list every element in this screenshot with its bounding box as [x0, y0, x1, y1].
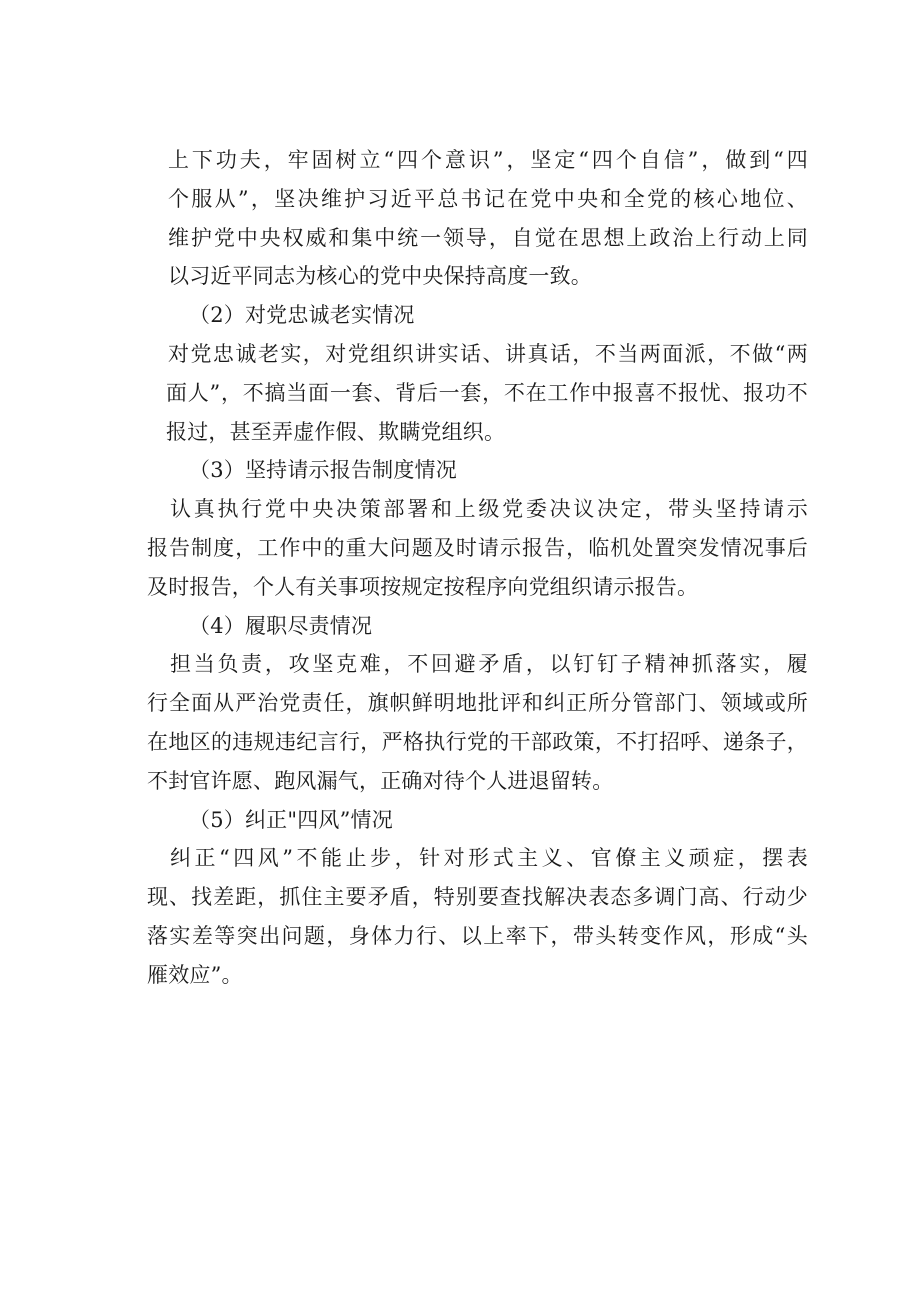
paragraph-body-4 — [147, 645, 808, 800]
paragraph-body-2 — [168, 335, 808, 451]
text-line: 现、找差距，抓住主要矛盾，特别要查找解决表态多调门高、行动少 — [147, 885, 808, 910]
text-line: 个服从”，坚决维护习近平总书记在党中央和全党的核心地位、 — [168, 186, 808, 211]
document-body — [147, 141, 808, 995]
text-line: 不封官许愿、跑风漏气，正确对待个人进退留转。 — [147, 768, 614, 793]
text-line: 报告制度，工作中的重大问题及时请示报告，临机处置突发情况事后 — [147, 535, 808, 560]
text-line: 上下功夫，牢固树立“四个意识”，坚定“四个自信”，做到“四 — [168, 148, 808, 172]
text-line: 在地区的违规违纪言行，严格执行党的干部政策，不打招呼、递条子， — [147, 729, 808, 754]
text-line: 报过，甚至弄虚作假、欺瞒党组织。 — [166, 419, 506, 444]
text-line: 担当负责，攻坚克难，不回避矛盾，以钉钉子精神抓落实，履 — [170, 652, 808, 677]
text-line: 落实差等突出问题，身体力行、以上率下，带头转变作风，形成“头 — [147, 923, 808, 948]
text-line: 认真执行党中央决策部署和上级党委决议决定，带头坚持请示 — [170, 497, 808, 522]
section-heading-4 — [168, 607, 808, 646]
paragraph-body-3 — [147, 490, 808, 606]
text-line: 对党忠诚老实，对党组织讲实话、讲真话，不当两面派，不做“两 — [168, 341, 808, 366]
text-line: 维护党中央权威和集中统一领导，自觉在思想上政治上行动上同 — [168, 225, 808, 250]
section-heading-5 — [168, 801, 808, 840]
text-line: 雁效应”。 — [147, 962, 243, 987]
text-line: 及时报告，个人有关事项按规定按程序向党组织请示报告。 — [147, 574, 699, 599]
heading-text: （4）履职尽责情况 — [189, 613, 373, 638]
paragraph-intro — [168, 141, 808, 296]
paragraph-body-5 — [147, 839, 808, 994]
text-line: 行全面从严治党责任，旗帜鲜明地批评和纠正所分管部门、领域或所 — [147, 691, 808, 716]
section-heading-3 — [168, 451, 808, 490]
section-heading-2 — [168, 296, 808, 335]
text-line: 以习近平同志为核心的党中央保持高度一致。 — [168, 264, 592, 289]
text-line: 面人”，不搞当面一套、背后一套，不在工作中报喜不报忧、报功不 — [166, 380, 808, 405]
heading-text: （5）纠正"四风”情况 — [189, 807, 393, 832]
heading-text: （3）坚持请示报告制度情况 — [189, 458, 457, 483]
text-line: 纠正“四风”不能止步，针对形式主义、官僚主义顽症，摆表 — [170, 846, 808, 871]
heading-text: （2）对党忠诚老实情况 — [189, 303, 415, 328]
